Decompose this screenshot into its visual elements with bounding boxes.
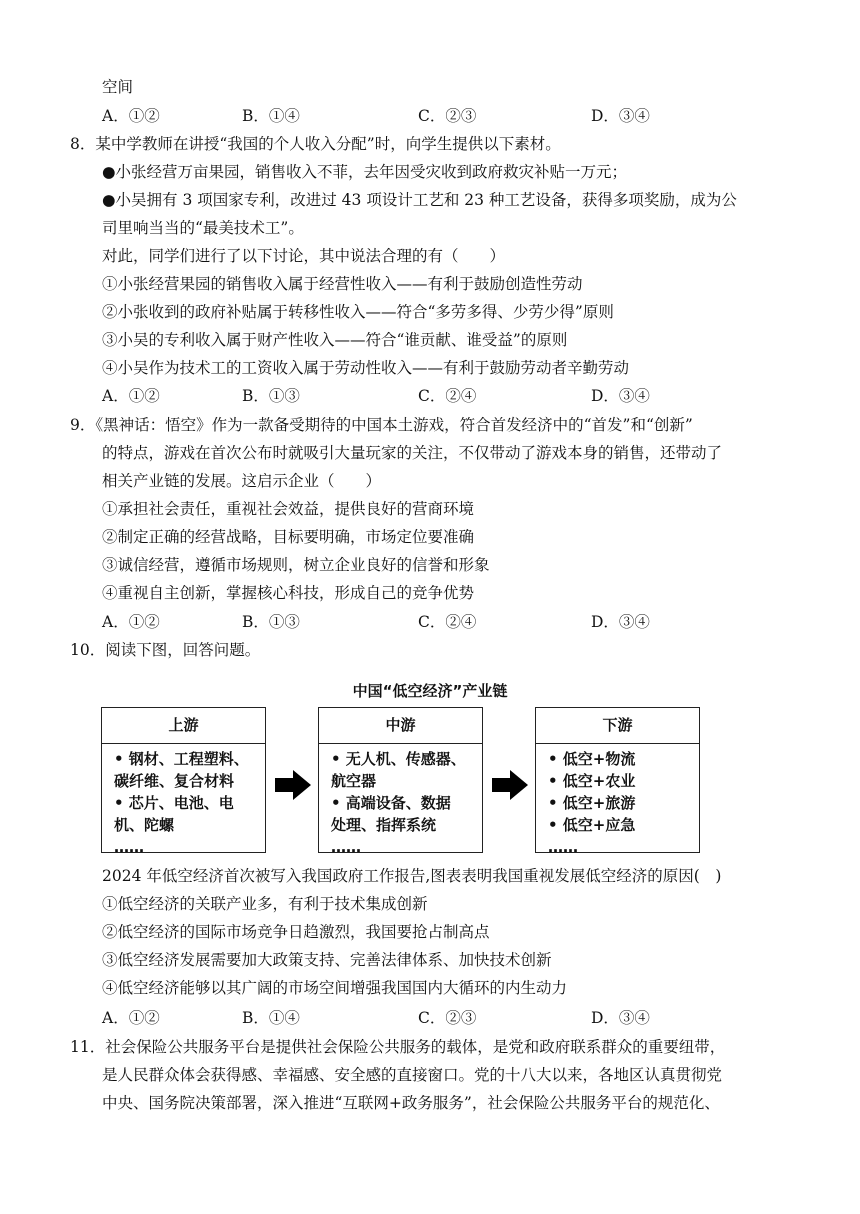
q9-item-4: ④重视自主创新，掌握核心科技，形成自己的竞争优势 <box>102 584 475 602</box>
q10-item-3: ③低空经济发展需要加大政策支持、完善法律体系、加快技术创新 <box>102 951 552 969</box>
q10-option-c: C．②③ <box>418 1009 477 1027</box>
q8-item-1: ①小张经营果园的销售收入属于经营性收入——有利于鼓励创造性劳动 <box>102 275 583 293</box>
q9-stem-3: 相关产业链的发展。这启示企业（ ） <box>102 472 382 490</box>
q7-option-d: D．③④ <box>591 107 650 125</box>
q8-item-4: ④小吴作为技术工的工资收入属于劳动性收入——有利于鼓励劳动者辛勤劳动 <box>102 359 630 377</box>
q11-stem-1: 11．社会保险公共服务平台是提供社会保险公共服务的载体，是党和政府联系群众的重要纽带， <box>70 1038 726 1056</box>
q10-option-b: B．①④ <box>242 1009 300 1027</box>
q8-option-a: A．①② <box>102 387 160 405</box>
q8-stem: 8．某中学教师在讲授“我国的个人收入分配”时，向学生提供以下素材。 <box>70 135 561 153</box>
q9-item-3: ③诚信经营，遵循市场规则，树立企业良好的信誉和形象 <box>102 556 490 574</box>
q9-option-a: A．①② <box>102 613 160 631</box>
q9-item-2: ②制定正确的经营战略，目标要明确，市场定位要准确 <box>102 528 475 546</box>
downstream-box <box>535 707 700 856</box>
q10-option-d: D．③④ <box>591 1009 650 1027</box>
q9-item-1: ①承担社会责任，重视社会效益，提供良好的营商环境 <box>102 500 475 518</box>
q8-option-d: D．③④ <box>591 387 650 405</box>
q8-bullet-2b: 司里响当当的“最美技术工”。 <box>102 219 304 237</box>
q9-option-c: C．②④ <box>418 613 477 631</box>
q8-item-2: ②小张收到的政府补贴属于转移性收入——符合“多劳多得、少劳少得”原则 <box>102 303 614 321</box>
q11-stem-2: 是人民群众体会获得感、幸福感、安全感的直接窗口。党的十八大以来，各地区认真贯彻党 <box>102 1066 723 1084</box>
q10-item-1: ①低空经济的关联产业多，有利于技术集成创新 <box>102 895 428 913</box>
diagram-title: 中国“低空经济”产业链 <box>352 682 508 700</box>
upstream-list: • 钢材、工程塑料、 碳纤维、复合材料 • 芯片、电池、电 机、陀螺 …… <box>114 750 249 856</box>
q10-item-2: ②低空经济的国际市场竞争日趋激烈，我国要抢占制高点 <box>102 923 490 941</box>
midstream-heading: 中游 <box>319 708 482 744</box>
upstream-heading: 上游 <box>102 708 265 744</box>
downstream-heading: 下游 <box>536 708 699 744</box>
downstream-list: • 低空+物流 • 低空+农业 • 低空+旅游 • 低空+应急 …… <box>548 750 636 856</box>
upstream-box <box>101 707 266 856</box>
q9-stem-2: 的特点，游戏在首次公布时就吸引大量玩家的关注，不仅带动了游戏本身的销售，还带动了 <box>102 444 723 462</box>
q7-stem-tail: 空间 <box>102 78 134 96</box>
q10-item-4: ④低空经济能够以其广阔的市场空间增强我国国内大循环的内生动力 <box>102 979 568 997</box>
q8-option-b: B．①③ <box>242 387 300 405</box>
q8-bullet-2a: ●小吴拥有 3 项国家专利，改进过 43 项设计工艺和 23 种工艺设备，获得多项奖励，成为公 <box>102 191 737 209</box>
q8-option-c: C．②④ <box>418 387 477 405</box>
q9-option-d: D．③④ <box>591 613 650 631</box>
q7-option-c: C．②③ <box>418 107 477 125</box>
q10-prompt: 2024 年低空经济首次被写入我国政府工作报告,图表表明我国重视发展低空经济的原因( ) <box>102 867 722 885</box>
q9-stem-1: 9．《黑神话：悟空》作为一款备受期待的中国本土游戏，符合首发经济中的“首发”和“创新” <box>70 416 693 434</box>
midstream-list: • 无人机、传感器、 航空器 • 高端设备、数据 处理、指挥系统 …… <box>331 750 466 856</box>
q7-option-b: B．①④ <box>242 107 300 125</box>
arrow-right-icon <box>492 770 528 800</box>
q8-prompt: 对此，同学们进行了以下讨论，其中说法合理的有（ ） <box>102 247 506 265</box>
q9-option-b: B．①③ <box>242 613 300 631</box>
q7-option-a: A．①② <box>102 107 160 125</box>
q10-stem: 10．阅读下图，回答问题。 <box>70 641 261 659</box>
midstream-box <box>318 707 483 856</box>
q10-option-a: A．①② <box>102 1009 160 1027</box>
q11-stem-3: 中央、国务院决策部署，深入推进“互联网+政务服务”，社会保险公共服务平台的规范化、 <box>102 1094 720 1112</box>
arrow-right-icon <box>275 770 311 800</box>
q8-bullet-1: ●小张经营万亩果园，销售收入不菲，去年因受灾收到政府救灾补贴一万元； <box>102 163 628 181</box>
q8-item-3: ③小吴的专利收入属于财产性收入——符合“谁贡献、谁受益”的原则 <box>102 331 568 349</box>
